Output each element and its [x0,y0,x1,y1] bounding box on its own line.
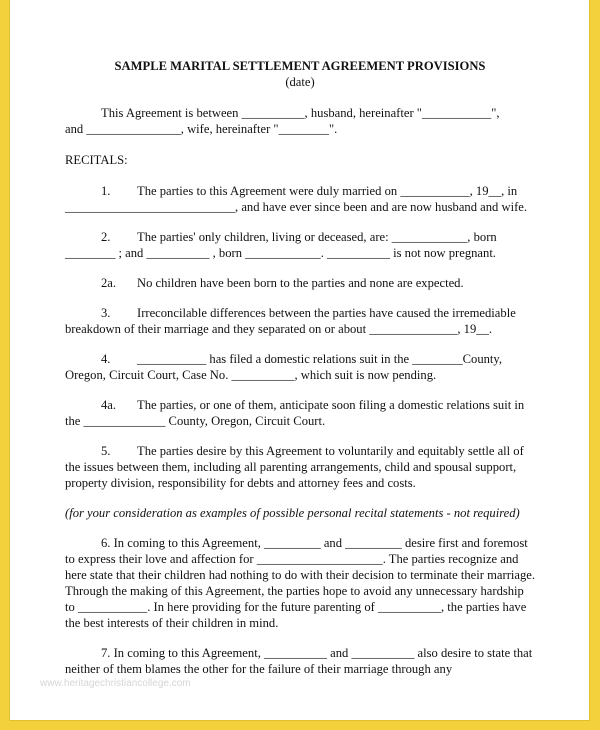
item-number: 1. [101,184,111,198]
recital-note: (for your consideration as examples of possible personal recital statements - not required) [65,506,520,520]
recital-item-2a [65,275,535,291]
document-body [65,58,535,677]
item-text: The parties, or one of them, anticipate soon filing a domestic relations suit in the _____________ County, Oregon, Circuit Court. [65,398,525,428]
intro-line-2: and _______________, wife, hereinafter "________". [65,122,338,136]
paragraph-6: 6. In coming to this Agreement, _________ and _________ desire first and foremost to express their love and affection for ____________________. The parties recognize and here state that their children had nothing to do with their decision to terminate their marriage. Through the making of this Agreement, the parties hope to avoid any unnecessary hardship to ___________. In here providing for the future parenting of __________, the parties have the best interests of their children in mind. [65,536,536,630]
item-number: 2a. [101,276,117,290]
recitals-heading: RECITALS: [65,153,128,167]
item-number: 4a. [101,398,117,412]
item-text: The parties desire by this Agreement to voluntarily and equitably settle all of the issues between them, including all parenting arrangements, child and spousal support, property division, responsibility for debts and attorney fees and costs. [65,444,524,490]
document-page [10,0,589,720]
document-title: SAMPLE MARITAL SETTLEMENT AGREEMENT PROVISIONS [114,59,486,73]
item-number: 2. [101,230,111,244]
item-text: Irreconcilable differences between the parties have caused the irremediable breakdown of their marriage and they separated on or about ______________, 19__. [65,306,516,336]
recital-item-4a [65,397,535,429]
item-number: 4. [101,352,111,366]
watermark: www.heritagechristiancollege.com [40,678,191,689]
paragraph-7: 7. In coming to this Agreement, __________ and __________ also desire to state that neither of them blames the other for the failure of their marriage through any [65,646,533,676]
recital-item-4 [65,351,535,383]
intro-line-1: This Agreement is between __________, husband, hereinafter "___________", [101,106,500,120]
item-text: The parties to this Agreement were duly married on ___________, 19__, in ___________________________, and have ever since been and are now husband and wife. [65,184,528,214]
item-text: ___________ has filed a domestic relations suit in the ________County, Oregon, Circuit Court, Case No. __________, which suit is now pending. [65,352,503,382]
recital-item-1 [65,183,535,215]
document-date: (date) [285,75,315,89]
recital-item-2 [65,229,535,261]
recital-item-3 [65,305,535,337]
recital-item-5 [65,443,535,491]
item-number: 3. [101,306,111,320]
item-text: The parties' only children, living or deceased, are: ____________, born ________ ; and __________ , born ____________. __________ is not now pregnant. [65,230,497,260]
item-number: 5. [101,444,111,458]
item-text: No children have been born to the parties and none are expected. [137,276,464,290]
